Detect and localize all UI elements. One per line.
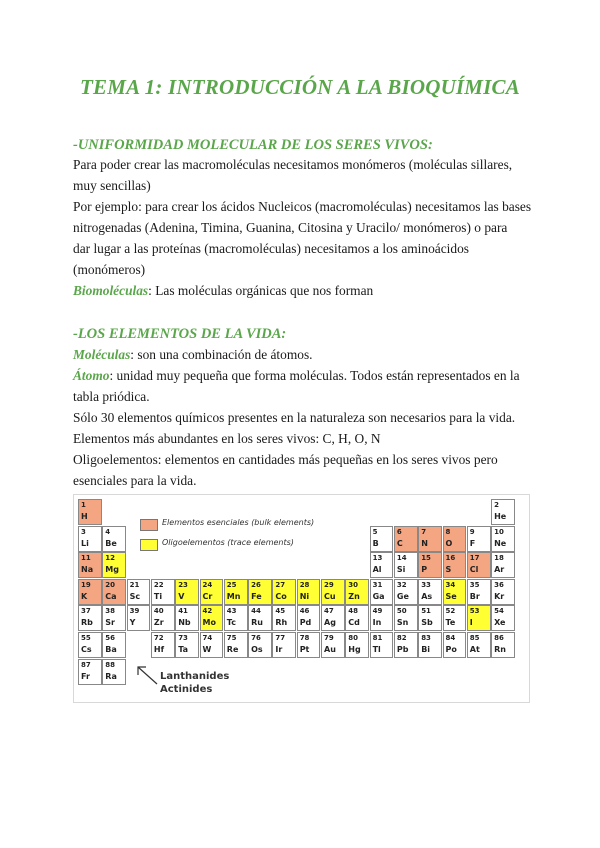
- element-cell-rb: [78, 605, 102, 631]
- atomic-number: 32: [396, 580, 407, 589]
- atomic-number: 27: [275, 580, 286, 589]
- atomic-number: 83: [421, 634, 431, 642]
- element-symbol: Tl: [372, 645, 381, 654]
- atomic-number: 35: [469, 580, 480, 589]
- element-cell-as: [418, 579, 442, 605]
- atomic-number: 24: [202, 580, 213, 589]
- atomic-number: 55: [81, 634, 91, 642]
- atomic-number: 19: [81, 580, 91, 589]
- element-symbol: Cr: [202, 591, 213, 601]
- element-cell-h: [78, 499, 102, 525]
- element-cell-i: [467, 605, 491, 631]
- element-symbol: Pb: [396, 645, 409, 654]
- atomic-number: 1: [81, 501, 86, 509]
- atomic-number: 50: [396, 607, 407, 616]
- atomic-number: 43: [226, 607, 237, 616]
- element-symbol: K: [81, 591, 88, 601]
- element-cell-cr: [200, 579, 224, 605]
- element-cell-fe: [248, 579, 272, 605]
- element-cell-in: [370, 605, 394, 631]
- element-cell-f: [467, 526, 491, 552]
- element-cell-sc: [127, 579, 151, 605]
- element-cell-co: [272, 579, 296, 605]
- element-cell-re: [224, 632, 248, 658]
- definition-moleculas: [73, 344, 533, 365]
- element-cell-tl: [370, 632, 394, 658]
- atomic-number: 28: [299, 580, 310, 589]
- element-cell-cs: [78, 632, 102, 658]
- element-cell-br: [467, 579, 491, 605]
- element-symbol: Co: [275, 591, 287, 601]
- element-cell-pt: [297, 632, 321, 658]
- element-symbol: Rn: [494, 645, 506, 654]
- element-symbol: V: [178, 591, 185, 601]
- atomic-number: 47: [324, 607, 334, 616]
- element-cell-pb: [394, 632, 418, 658]
- element-symbol: Be: [105, 538, 117, 548]
- element-symbol: Kr: [494, 591, 505, 601]
- atomic-number: 2: [494, 501, 499, 509]
- element-symbol: In: [372, 618, 382, 628]
- atomic-number: 39: [129, 607, 140, 616]
- atomic-number: 13: [372, 554, 383, 563]
- element-cell-ni: [297, 579, 321, 605]
- element-cell-na: [78, 552, 102, 578]
- element-cell-cd: [345, 605, 369, 631]
- atomic-number: 41: [178, 607, 188, 616]
- element-cell-rn: [491, 632, 515, 658]
- text-line: Oligoelementos: elementos en cantidades más pequeñas en los seres vivos pero: [73, 452, 498, 467]
- atomic-number: 15: [421, 554, 431, 563]
- atomic-number: 42: [202, 607, 213, 616]
- element-cell-nb: [175, 605, 199, 631]
- definition-text: : Las moléculas orgánicas que nos forman: [148, 283, 374, 298]
- atomic-number: 73: [178, 634, 188, 642]
- atomic-number: 45: [275, 607, 286, 616]
- element-symbol: Fr: [81, 671, 90, 681]
- element-symbol: Ti: [153, 591, 163, 601]
- element-cell-ne: [491, 526, 515, 552]
- atomic-number: 8: [445, 527, 451, 536]
- element-cell-ag: [321, 605, 345, 631]
- element-symbol: Te: [445, 618, 456, 628]
- element-symbol: W: [202, 645, 212, 654]
- element-symbol: Bi: [421, 645, 431, 654]
- element-symbol: Au: [324, 645, 336, 654]
- element-cell-si: [394, 552, 418, 578]
- atomic-number: 80: [348, 634, 359, 642]
- element-cell-ti: [151, 579, 175, 605]
- element-symbol: C: [396, 538, 403, 548]
- element-cell-at: [467, 632, 491, 658]
- definition-biomoleculas: [73, 280, 533, 301]
- element-cell-s: [443, 552, 467, 578]
- atomic-number: 5: [372, 527, 378, 536]
- element-cell-rh: [272, 605, 296, 631]
- element-cell-se: [443, 579, 467, 605]
- atomic-number: 21: [129, 580, 140, 589]
- definition-atomo: [73, 365, 533, 386]
- atomic-number: 20: [105, 580, 116, 589]
- element-symbol: H: [81, 512, 88, 521]
- atomic-number: 22: [153, 580, 164, 589]
- element-cell-ar: [491, 552, 515, 578]
- element-symbol: Ra: [105, 671, 117, 681]
- element-cell-au: [321, 632, 345, 658]
- element-cell-hg: [345, 632, 369, 658]
- element-symbol: Zn: [348, 591, 360, 601]
- element-cell-po: [443, 632, 467, 658]
- element-symbol: Fe: [251, 591, 262, 601]
- element-symbol: Ga: [372, 591, 385, 601]
- atomic-number: 74: [202, 634, 213, 642]
- atomic-number: 12: [105, 554, 116, 563]
- atomic-number: 78: [299, 634, 310, 642]
- element-cell-ca: [102, 579, 126, 605]
- atomic-number: 53: [469, 607, 480, 616]
- element-symbol: Hg: [348, 645, 361, 654]
- atomic-number: 56: [105, 634, 116, 642]
- element-symbol: Ir: [275, 645, 283, 654]
- element-cell-sn: [394, 605, 418, 631]
- element-symbol: Cs: [81, 645, 92, 654]
- element-symbol: Ne: [494, 538, 507, 548]
- page-title: TEMA 1: INTRODUCCIÓN A LA BIOQUÍMICA: [80, 75, 520, 99]
- element-cell-sb: [418, 605, 442, 631]
- element-cell-sr: [102, 605, 126, 631]
- atomic-number: 26: [251, 580, 261, 589]
- text-line: muy sencillas): [73, 178, 151, 193]
- periodic-table-figure: [73, 494, 530, 703]
- definition-text: : unidad muy pequeña que forma moléculas. Todos están representados en la: [109, 368, 520, 383]
- atomic-number: 49: [372, 607, 383, 616]
- atomic-number: 7: [421, 527, 427, 536]
- section-heading-uniformidad: -UNIFORMIDAD MOLECULAR DE LOS SERES VIVOS:: [73, 137, 433, 153]
- element-cell-mo: [200, 605, 224, 631]
- atomic-number: 86: [494, 634, 504, 642]
- element-cell-te: [443, 605, 467, 631]
- atomic-number: 76: [251, 634, 261, 642]
- element-symbol: Cu: [324, 591, 336, 601]
- element-cell-n: [418, 526, 442, 552]
- atomic-number: 6: [396, 527, 402, 536]
- atomic-number: 23: [178, 580, 188, 589]
- element-symbol: I: [469, 618, 473, 628]
- atomic-number: 52: [445, 607, 456, 616]
- element-symbol: Cd: [348, 618, 360, 628]
- element-cell-mg: [102, 552, 126, 578]
- element-symbol: Xe: [494, 618, 506, 628]
- atomic-number: 18: [494, 554, 504, 563]
- legend-label-trace: Oligoelementos (trace elements): [162, 538, 294, 547]
- element-symbol: O: [445, 538, 453, 548]
- element-symbol: P: [421, 565, 428, 575]
- element-symbol: Nb: [178, 618, 191, 628]
- element-cell-li: [78, 526, 102, 552]
- atomic-number: 81: [372, 634, 383, 642]
- atomic-number: 85: [469, 634, 480, 642]
- text-line: Por ejemplo: para crear los ácidos Nucleicos (macromoléculas) necesitamos las bases: [73, 199, 532, 214]
- element-symbol: Tc: [226, 618, 236, 628]
- element-symbol: At: [469, 645, 480, 654]
- element-cell-ge: [394, 579, 418, 605]
- atomic-number: 75: [226, 634, 237, 642]
- atomic-number: 87: [81, 660, 91, 669]
- legend-label-bulk: Elementos esenciales (bulk elements): [162, 518, 315, 527]
- atomic-number: 11: [81, 554, 91, 563]
- atomic-number: 37: [81, 607, 91, 616]
- element-symbol: Re: [226, 645, 239, 654]
- element-cell-cl: [467, 552, 491, 578]
- atomic-number: 79: [324, 634, 334, 642]
- atomic-number: 54: [494, 607, 504, 616]
- text-line: Sólo 30 elementos químicos presentes en la naturaleza son necesarios para la vida.: [73, 410, 516, 425]
- lanthanides-label: Lanthanides: [160, 671, 230, 682]
- element-cell-ba: [102, 632, 126, 658]
- text-line: dar lugar a las proteínas (macromoléculas) necesitamos a los aminoácidos: [73, 241, 469, 256]
- element-cell-ra: [102, 659, 126, 685]
- atomic-number: 72: [153, 634, 164, 642]
- atomic-number: 31: [372, 580, 383, 589]
- element-symbol: Ag: [324, 618, 336, 628]
- atomic-number: 25: [226, 580, 237, 589]
- element-cell-y: [127, 605, 151, 631]
- element-symbol: Pd: [299, 618, 312, 628]
- element-symbol: Os: [251, 645, 263, 654]
- atomic-number: 44: [251, 607, 261, 616]
- text-line: nitrogenadas (Adenina, Timina, Guanina, Citosina y Uracilo/ monómeros) o para: [73, 220, 508, 235]
- element-cell-pd: [297, 605, 321, 631]
- section-uniformidad-body: [73, 154, 533, 301]
- element-symbol: Ge: [396, 591, 409, 601]
- element-symbol: Ar: [494, 565, 505, 575]
- element-cell-fr: [78, 659, 102, 685]
- element-cell-ru: [248, 605, 272, 631]
- element-symbol: Sr: [105, 618, 116, 628]
- element-symbol: B: [372, 538, 379, 548]
- element-symbol: Ba: [105, 645, 117, 654]
- element-cell-ir: [272, 632, 296, 658]
- element-cell-w: [200, 632, 224, 658]
- atomic-number: 77: [275, 634, 286, 642]
- atomic-number: 34: [445, 580, 456, 589]
- element-symbol: Po: [445, 645, 457, 654]
- atomic-number: 38: [105, 607, 116, 616]
- element-symbol: He: [494, 512, 507, 521]
- text-line: Elementos más abundantes en los seres vivos: C, H, O, N: [73, 431, 381, 446]
- atomic-number: 48: [348, 607, 359, 616]
- element-cell-hf: [151, 632, 175, 658]
- definition-text: : son una combinación de átomos.: [130, 347, 313, 362]
- section-elementos-body: [73, 344, 533, 491]
- text-line: Para poder crear las macromoléculas necesitamos monómeros (moléculas sillares,: [73, 157, 513, 172]
- atomic-number: 46: [299, 607, 310, 616]
- section-heading-elementos: -LOS ELEMENTOS DE LA VIDA:: [73, 326, 287, 342]
- atomic-number: 36: [494, 580, 504, 589]
- atomic-number: 29: [324, 580, 334, 589]
- element-symbol: Cl: [469, 565, 479, 575]
- element-cell-k: [78, 579, 102, 605]
- atomic-number: 84: [445, 634, 456, 642]
- element-symbol: Ta: [178, 645, 189, 654]
- element-cell-p: [418, 552, 442, 578]
- atomic-number: 10: [494, 527, 504, 536]
- element-symbol: Ca: [105, 591, 117, 601]
- element-symbol: Si: [396, 565, 406, 575]
- element-symbol: Br: [469, 591, 480, 601]
- element-cell-al: [370, 552, 394, 578]
- element-symbol: S: [445, 565, 452, 575]
- element-cell-os: [248, 632, 272, 658]
- element-cell-be: [102, 526, 126, 552]
- element-symbol: Sb: [421, 618, 433, 628]
- element-cell-he: [491, 499, 515, 525]
- atomic-number: 4: [105, 527, 111, 536]
- atomic-number: 40: [153, 607, 164, 616]
- element-symbol: Y: [129, 618, 136, 628]
- atomic-number: 82: [396, 634, 407, 642]
- element-cell-cu: [321, 579, 345, 605]
- element-symbol: Sn: [396, 618, 409, 628]
- atomic-number: 33: [421, 580, 431, 589]
- element-symbol: F: [469, 538, 476, 548]
- atomic-number: 51: [421, 607, 431, 616]
- element-cell-mn: [224, 579, 248, 605]
- atomic-number: 17: [469, 554, 480, 563]
- element-cell-xe: [491, 605, 515, 631]
- element-symbol: Li: [81, 538, 89, 548]
- text-line: (monómeros): [73, 262, 146, 277]
- element-cell-ta: [175, 632, 199, 658]
- atomic-number: 88: [105, 660, 116, 669]
- element-symbol: Zr: [153, 618, 164, 628]
- element-symbol: As: [421, 591, 433, 601]
- element-cell-kr: [491, 579, 515, 605]
- atomic-number: 30: [348, 580, 359, 589]
- element-symbol: Se: [445, 591, 457, 601]
- element-cell-tc: [224, 605, 248, 631]
- element-cell-zn: [345, 579, 369, 605]
- element-symbol: Ni: [299, 591, 310, 601]
- term-moleculas: Moléculas: [73, 347, 131, 362]
- element-cell-c: [394, 526, 418, 552]
- term-biomoleculas: Biomoléculas: [73, 283, 149, 298]
- element-cell-zr: [151, 605, 175, 631]
- element-symbol: Mg: [105, 565, 119, 575]
- element-symbol: Pt: [299, 645, 310, 654]
- actinides-label: Actinides: [160, 684, 213, 695]
- element-symbol: Mn: [226, 591, 241, 601]
- atomic-number: 16: [445, 554, 456, 563]
- element-symbol: Sc: [129, 591, 141, 601]
- element-cell-b: [370, 526, 394, 552]
- element-symbol: Hf: [153, 645, 165, 654]
- element-cell-v: [175, 579, 199, 605]
- element-symbol: Na: [81, 565, 94, 575]
- element-symbol: Ru: [251, 618, 263, 628]
- text-line: esenciales para la vida.: [73, 473, 197, 488]
- element-symbol: N: [421, 538, 428, 548]
- text-line: tabla priódica.: [73, 389, 150, 404]
- term-atomo: Átomo: [73, 368, 110, 383]
- element-symbol: Al: [372, 565, 382, 575]
- atomic-number: 3: [81, 527, 86, 536]
- atomic-number: 14: [396, 554, 407, 563]
- element-symbol: Rb: [81, 618, 93, 628]
- element-cell-ga: [370, 579, 394, 605]
- element-symbol: Mo: [202, 618, 216, 628]
- element-symbol: Rh: [275, 618, 288, 628]
- atomic-number: 9: [469, 527, 475, 536]
- element-cell-o: [443, 526, 467, 552]
- element-cell-bi: [418, 632, 442, 658]
